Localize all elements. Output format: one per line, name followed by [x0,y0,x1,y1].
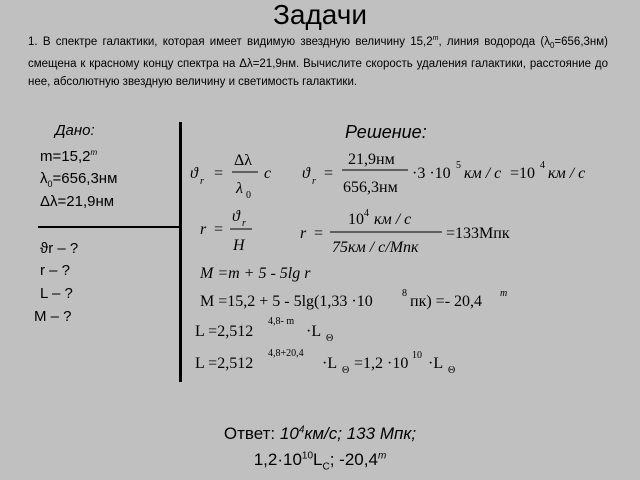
formula-velocity-general [190,152,271,201]
svg-text:пк) =- 20,4: пк) =- 20,4 [410,293,483,310]
svg-text:M =15,2 + 5 - 5lg(1,33 ·10: M =15,2 + 5 - 5lg(1,33 ·10 [200,293,373,310]
problem-statement: 1. В спектре галактики, которая имеет видимую звездную величину 15,2$^m$, линия водорода $(\lambda_0=656,3нм)$ смещена к красному концу спектра на Δλ=21,9нм. Вычислите скорость удаления галактики, расстояние до нее, абсолютную звездную величину и светимость галактики. [28,35,609,89]
svg-text:r: r [200,221,207,238]
svg-text:656,3нм: 656,3нм [343,179,398,196]
unknown-distance: r – ? [40,262,71,279]
given-shift: Δλ=21,9нм [40,193,115,210]
svg-text:5: 5 [456,160,461,171]
svg-text:λ: λ [236,180,243,197]
svg-text:·L: ·L [428,355,444,372]
formula-abs-magnitude-numeric [200,288,507,310]
svg-text:r: r [312,176,316,187]
svg-text:21,9нм: 21,9нм [348,151,395,168]
answer-line-2: $1,2\cdot 10^{10}L_C$; -20,4$^m$ [253,450,387,473]
svg-text:Θ: Θ [326,333,334,344]
svg-text:L =2,512: L =2,512 [195,323,254,340]
svg-text:·3 ·10: ·3 ·10 [412,165,451,182]
svg-text:H: H [233,237,245,254]
unknown-abs-magnitude: M – ? [34,308,72,325]
svg-text:км / с: км / с [548,165,586,182]
svg-text:r: r [300,225,307,242]
given-title: Дано: [55,122,95,139]
svg-text:·L: ·L [306,323,322,340]
svg-text:10: 10 [412,350,422,361]
svg-text:Δλ: Δλ [234,152,253,169]
svg-text:=10: =10 [510,165,536,182]
svg-text:4,8- m: 4,8- m [268,316,295,327]
svg-text:·L: ·L [322,355,338,372]
given-magnitude: $m=15,2^m$ [40,148,98,165]
unknown-velocity: ϑr – ? [40,240,79,257]
svg-text:=: = [314,225,324,242]
svg-text:Θ: Θ [342,365,350,376]
svg-text:8: 8 [402,288,407,299]
svg-text:10: 10 [348,211,364,228]
formula-abs-magnitude: M =m + 5 - 5lg r [200,265,311,282]
solution-title: Решение: [345,122,427,142]
unknown-luminosity: L – ? [40,285,73,302]
svg-text:r: r [200,176,204,187]
answer-line-1: Ответ: $10^4км/с$; 133 Мпк; [223,424,417,443]
svg-text:=: = [214,221,224,238]
formula-luminosity-numeric [195,348,455,376]
formula-distance-general [200,208,252,254]
svg-text:Θ: Θ [448,365,456,376]
svg-text:ϑ: ϑ [190,165,198,182]
svg-text:L =2,512: L =2,512 [195,355,254,372]
page-title: Задачи [272,0,367,30]
svg-text:4: 4 [540,160,545,171]
svg-text:км / с: км / с [464,165,502,182]
svg-text:км / с: км / с [374,211,412,228]
svg-text:=: = [214,165,224,182]
svg-text:75км / с/Мпк: 75км / с/Мпк [332,239,419,256]
svg-text:=133Мпк: =133Мпк [446,225,510,242]
svg-text:4: 4 [364,208,369,219]
svg-text:=: = [324,165,334,182]
formula-velocity-numeric [302,151,585,196]
svg-text:c: c [264,165,272,182]
svg-text:m: m [500,288,508,299]
svg-text:ϑ: ϑ [232,208,240,225]
svg-text:r: r [242,218,246,229]
svg-text:ϑ: ϑ [302,165,310,182]
formula-luminosity-general [195,316,333,344]
given-wavelength: $\lambda_0=656,3нм$ [40,170,118,189]
formula-distance-numeric [300,208,510,256]
svg-text:=1,2 ·10: =1,2 ·10 [354,355,409,372]
svg-text:0: 0 [246,190,251,201]
svg-text:4,8+20,4: 4,8+20,4 [268,348,304,359]
